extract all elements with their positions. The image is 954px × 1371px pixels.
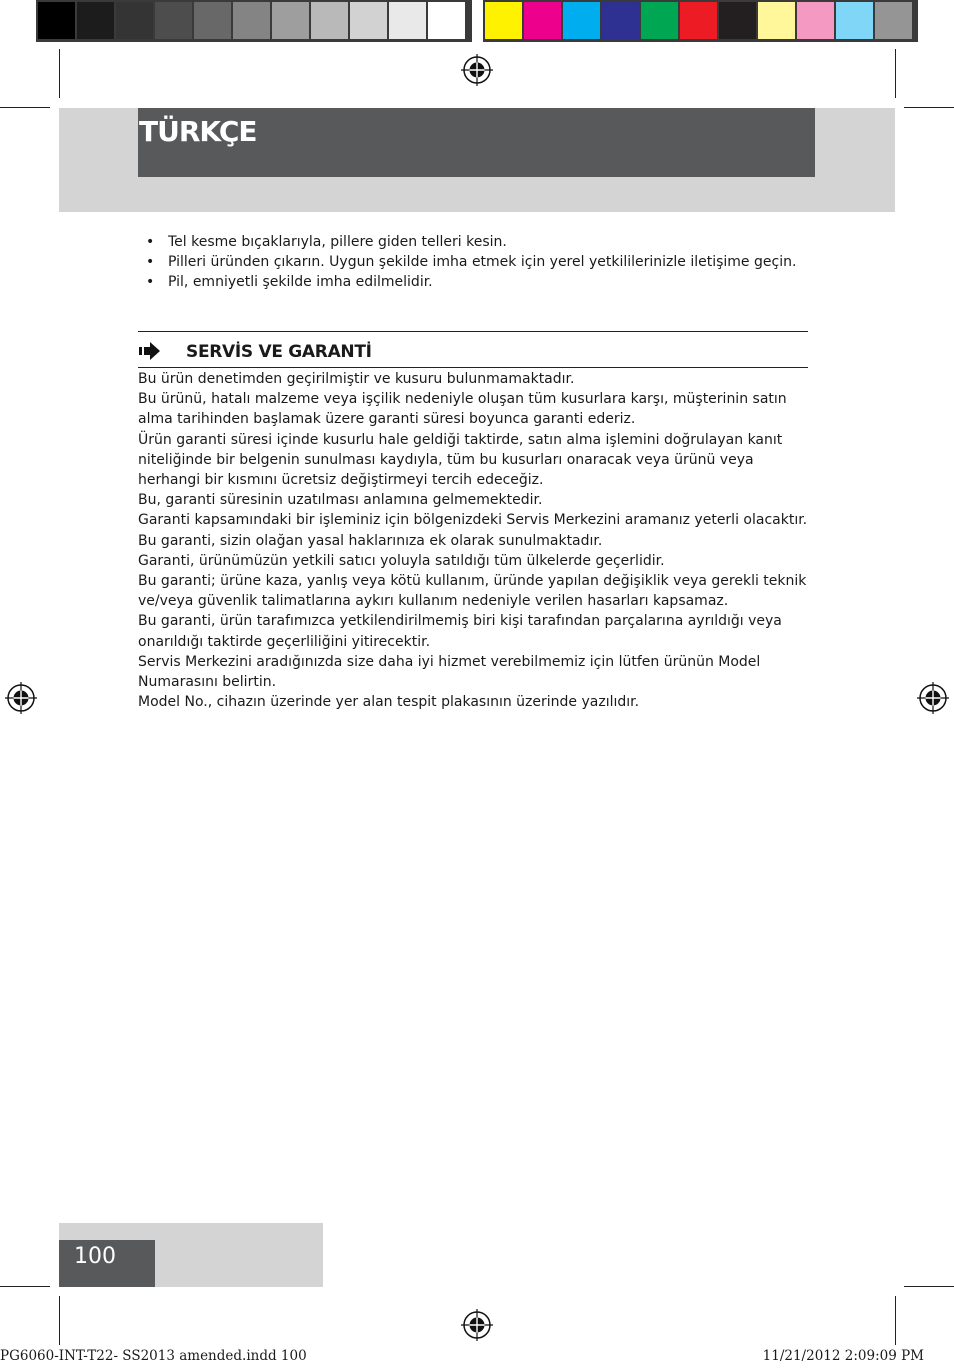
crop-mark [59,49,60,98]
color-swatch [233,2,270,39]
registration-mark-icon [461,54,493,86]
color-swatch [485,2,522,39]
arrow-right-icon [138,340,162,362]
section-rule [138,331,808,332]
crop-mark [904,107,954,108]
grayscale-color-bar [36,0,472,42]
list-item: • Pilleri üründen çıkarın. Uygun şekilde imha etmek için yerel yetkililerinizle iletişime geçin. [146,254,797,270]
color-swatch [350,2,387,39]
paragraph: Garanti, ürünümüzün yetkili satıcı yoluyla satıldığı tüm ülkelerde geçerlidir. [138,552,665,569]
color-swatch [38,2,75,39]
section-rule [138,367,808,368]
page-number: 100 [74,1244,116,1269]
color-swatch [272,2,309,39]
page-title: TÜRKÇE [139,115,257,148]
slug-file-info: PG6060-INT-T22- SS2013 amended.indd 100 [0,1348,307,1364]
slug-timestamp: 11/21/2012 2:09:09 PM [762,1348,924,1364]
color-swatch [836,2,873,39]
registration-mark-icon [5,682,37,714]
color-swatch [680,2,717,39]
color-swatch [77,2,114,39]
color-swatch [155,2,192,39]
color-swatch [758,2,795,39]
registration-mark-icon [461,1309,493,1341]
list-item-text: Tel kesme bıçaklarıyla, pillere giden telleri kesin. [168,234,507,250]
section-body [138,369,810,712]
section-title: SERVİS VE GARANTİ [186,342,372,362]
paragraph: Bu, garanti süresinin uzatılması anlamına gelmemektedir. [138,492,543,509]
color-swatch [719,2,756,39]
paragraph: Model No., cihazın üzerinde yer alan tespit plakasının üzerinde yazılıdır. [138,694,640,711]
paragraph: Ürün garanti süresi içinde kusurlu hale geldiği taktirde, satın alma işlemini doğrulayan kanıt niteliğinde bir belgenin sunulması kaydıyla, tüm bu kusurları onaracak veya ürünü veya herhangi bir kısmını ücretsiz değiştirmeyi tercih edeceğiz. [138,431,783,489]
process-color-bar [483,0,918,42]
color-swatch [602,2,639,39]
color-swatch [389,2,426,39]
color-swatch [311,2,348,39]
color-swatch [524,2,561,39]
list-item-text: Pilleri üründen çıkarın. Uygun şekilde imha etmek için yerel yetkililerinizle iletişime geçin. [168,254,797,270]
list-item: • Tel kesme bıçaklarıyla, pillere giden telleri kesin. [146,234,507,250]
paragraph: Servis Merkezini aradığınızda size daha iyi hizmet verebilmemiz için lütfen ürünün Model Numarasını belirtin. [138,653,761,691]
color-swatch [875,2,912,39]
paragraph: Garanti kapsamındaki bir işleminiz için bölgenizdeki Servis Merkezini aramanız yeterli olacaktır. [138,512,808,529]
list-item-text: Pil, emniyetli şekilde imha edilmelidir. [168,274,433,290]
paragraph: Bu garanti; ürüne kaza, yanlış veya kötü kullanım, üründe yapılan değişiklik veya gerekli teknik ve/veya güvenlik talimatlarına aykırı kullanım nedeniyle verilen hasarları kapsamaz. [138,573,807,610]
color-swatch [641,2,678,39]
crop-mark [895,1296,896,1345]
registration-mark-icon [917,682,949,714]
crop-mark [895,49,896,98]
paragraph: Bu garanti, ürün tarafımızca yetkilendirilmemiş biri kişi tarafından parçalarına ayrıldığı veya onarıldığı taktirde geçerliliğini yitirecektir. [138,613,782,650]
paragraph: Bu ürünü, hatalı malzeme veya işçilik nedeniyle oluşan tüm kusurlara karşı, müşterinin satın alma tarihinden başlamak üzere garanti süresi boyunca garanti ederiz. [138,391,787,428]
paragraph: Bu ürün denetimden geçirilmiştir ve kusuru bulunmamaktadır. [138,371,575,387]
list-item: • Pil, emniyetli şekilde imha edilmelidir. [146,274,433,290]
paragraph: Bu garanti, sizin olağan yasal haklarınıza ek olarak sunulmaktadır. [138,532,603,549]
bullet-list [146,232,806,292]
color-swatch [563,2,600,39]
crop-mark [0,1286,50,1287]
color-swatch [194,2,231,39]
color-swatch [116,2,153,39]
color-swatch [428,2,465,39]
crop-mark [59,1296,60,1345]
crop-mark [0,107,50,108]
color-swatch [797,2,834,39]
crop-mark [904,1286,954,1287]
